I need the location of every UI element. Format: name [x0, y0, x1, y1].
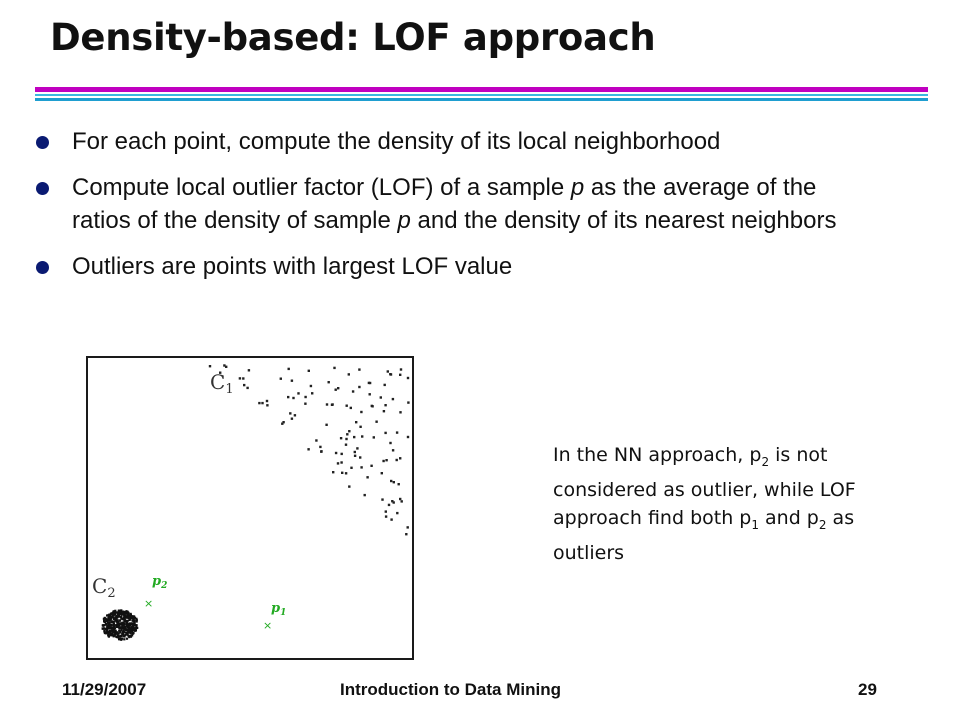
cluster-c2-point	[102, 624, 104, 626]
cluster-c1-point	[353, 436, 355, 438]
bullet-text: Outliers are points with largest LOF value	[72, 253, 513, 280]
cluster-c1-point	[382, 460, 384, 462]
point-p1-label: $p_1$	[271, 601, 287, 618]
cluster-c1-point	[280, 378, 282, 380]
cluster-c1-point	[385, 510, 387, 512]
cluster-c2-point	[104, 632, 106, 634]
cluster-c1-point	[399, 457, 401, 459]
slide-title: Density-based: LOF approach	[50, 16, 656, 59]
cluster-c2-point	[103, 630, 105, 632]
bullet-text: For each point, compute the density of its local neighborhood	[72, 128, 721, 155]
cluster-c2-point	[110, 619, 112, 621]
cluster-c1-point	[359, 456, 361, 458]
cluster-c2-point	[124, 634, 126, 636]
cluster-c1-point	[405, 533, 407, 535]
cluster-c1-point	[360, 411, 362, 413]
cluster-c1-point	[396, 431, 398, 433]
cluster-c1-point	[407, 401, 409, 403]
cluster-c1-point	[304, 403, 306, 405]
cluster-c2-point	[122, 623, 124, 625]
cluster-c2-point	[106, 614, 108, 616]
cluster-c1-point	[311, 392, 313, 394]
cluster-c2-points	[102, 609, 139, 641]
cluster-c1-point	[341, 453, 343, 455]
cluster-c2-point	[130, 636, 132, 638]
bullet-item	[36, 250, 866, 283]
cluster-c1-point	[396, 512, 398, 514]
cluster-c1-point	[354, 451, 356, 453]
cluster-c1-point	[358, 386, 360, 388]
cluster-c1-point	[348, 373, 350, 375]
cluster-c2-point	[110, 632, 112, 634]
cluster-c1-point	[398, 483, 400, 485]
cluster-c2-point	[113, 621, 115, 623]
footer-course-title: Introduction to Data Mining	[340, 680, 561, 699]
cluster-c1-point	[261, 402, 263, 404]
cluster-c2-point	[112, 631, 114, 633]
cluster-c2-point	[107, 626, 109, 628]
cluster-c1-point	[266, 400, 268, 402]
cluster-c1-point	[393, 481, 395, 483]
cluster-c1-point	[291, 418, 293, 420]
cluster-c1-point	[246, 387, 248, 389]
cluster-c2-point	[126, 624, 128, 626]
point-p1-marker-icon: ×	[263, 619, 273, 632]
cluster-c1-point	[248, 369, 250, 371]
cluster-c1-point	[345, 472, 347, 474]
title-divider-lightblue	[35, 94, 928, 96]
cluster-c1-point	[399, 411, 401, 413]
cluster-c2-point	[108, 617, 110, 619]
cluster-c2-point	[103, 618, 105, 620]
cluster-c1-point	[373, 436, 375, 438]
cluster-c1-point	[340, 437, 342, 439]
cluster-c2-point	[133, 620, 135, 622]
cluster-c2-point	[126, 638, 128, 640]
cluster-c1-point	[266, 404, 268, 406]
cluster-c2-point	[110, 621, 112, 623]
cluster-c1-point	[288, 368, 290, 370]
cluster-c1-point	[354, 455, 356, 457]
cluster-c1-point	[326, 403, 328, 405]
bullet-dot-icon	[36, 136, 49, 149]
cluster-c1-point	[297, 392, 299, 394]
cluster-c1-point	[387, 370, 389, 372]
cluster-c1-point	[407, 526, 409, 528]
cluster-c1-point	[315, 439, 317, 441]
cluster-c2-point	[127, 634, 129, 636]
cluster-c1-point	[291, 380, 293, 382]
cluster-c2-point	[131, 617, 133, 619]
cluster-c1-point	[345, 444, 347, 446]
cluster-c1-point	[209, 365, 211, 367]
cluster-c2-point	[112, 614, 114, 616]
cluster-c1-point	[340, 461, 342, 463]
cluster-c1-point	[289, 412, 291, 414]
cluster-c1-point	[364, 494, 366, 496]
annotation-text: In the NN approach, $p_2$ is not considered as outlier, while LOF approach find both $p_1$ and $p_2$ as outliers	[553, 444, 856, 564]
cluster-c1-point	[384, 432, 386, 434]
cluster-c1-point	[369, 382, 371, 384]
cluster-c1-point	[294, 414, 296, 416]
bullet-item	[36, 125, 866, 158]
cluster-c2-point	[126, 628, 128, 630]
cluster-c2-point	[129, 619, 131, 621]
cluster-c1-point	[385, 515, 387, 517]
cluster-c1-point	[320, 450, 322, 452]
title-divider-blue	[35, 98, 928, 101]
cluster-c1-label: $C_1$	[210, 370, 234, 397]
cluster-c2-point	[131, 626, 133, 628]
cluster-c1-points	[209, 364, 410, 535]
cluster-c2-point	[109, 624, 111, 626]
bullet-item	[36, 171, 866, 237]
cluster-c2-point	[121, 635, 123, 637]
cluster-c1-point	[345, 438, 347, 440]
cluster-c1-point	[335, 452, 337, 454]
footer-date: 11/29/2007	[62, 680, 147, 699]
cluster-c1-point	[361, 435, 363, 437]
cluster-c1-point	[310, 385, 312, 387]
cluster-c1-point	[292, 397, 294, 399]
cluster-c2-point	[122, 618, 124, 620]
cluster-c1-point	[381, 472, 383, 474]
bullet-text: Compute local outlier factor (LOF) of a sample p as the average of the ratios of the density of sample p and the density of its nearest neighbors	[72, 174, 837, 234]
cluster-c2-point	[127, 614, 129, 616]
cluster-c1-point	[225, 366, 227, 368]
cluster-c1-point	[371, 405, 373, 407]
cluster-c1-point	[359, 426, 361, 428]
cluster-c1-point	[389, 373, 391, 375]
cluster-c1-point	[287, 396, 289, 398]
cluster-c1-point	[369, 393, 371, 395]
cluster-c1-point	[366, 476, 368, 478]
cluster-c1-point	[380, 396, 382, 398]
cluster-c1-point	[304, 396, 306, 398]
cluster-c1-point	[328, 381, 330, 383]
cluster-c2-point	[132, 632, 134, 634]
cluster-c2-point	[120, 637, 122, 639]
cluster-c1-point	[383, 410, 385, 412]
footer-page-number: 29	[858, 680, 877, 699]
cluster-c1-point	[307, 448, 309, 450]
lof-scatter-figure	[86, 356, 414, 660]
cluster-c1-point	[332, 471, 334, 473]
cluster-c1-point	[390, 518, 392, 520]
cluster-c2-point	[114, 616, 116, 618]
cluster-c1-point	[319, 446, 321, 448]
cluster-c1-point	[348, 485, 350, 487]
cluster-c2-point	[135, 627, 137, 629]
cluster-c2-point	[125, 610, 127, 612]
cluster-c1-point	[400, 368, 402, 370]
scatter-plot	[88, 358, 412, 658]
cluster-c1-point	[341, 472, 343, 474]
cluster-c1-point	[396, 459, 398, 461]
cluster-c1-point	[346, 433, 348, 435]
cluster-c2-point	[120, 610, 122, 612]
cluster-c2-point	[128, 616, 130, 618]
cluster-c2-point	[123, 638, 125, 640]
cluster-c1-point	[389, 442, 391, 444]
cluster-c2-point	[130, 613, 132, 615]
cluster-c2-point	[134, 622, 136, 624]
cluster-c2-point	[114, 611, 116, 613]
title-divider-magenta	[35, 87, 928, 92]
cluster-c2-point	[118, 623, 120, 625]
cluster-c1-point	[375, 421, 377, 423]
cluster-c1-point	[388, 504, 390, 506]
cluster-c2-point	[102, 628, 104, 630]
cluster-c2-point	[123, 614, 125, 616]
cluster-c2-point	[118, 635, 120, 637]
cluster-c2-point	[104, 628, 106, 630]
bullet-dot-icon	[36, 261, 49, 274]
cluster-c1-point	[281, 423, 283, 425]
cluster-c2-point	[127, 612, 129, 614]
cluster-c2-point	[121, 613, 123, 615]
cluster-c2-point	[119, 630, 121, 632]
cluster-c1-point	[337, 462, 339, 464]
cluster-c1-point	[355, 421, 357, 423]
cluster-c2-point	[133, 629, 135, 631]
cluster-c1-point	[392, 449, 394, 451]
cluster-c2-point	[107, 633, 109, 635]
cluster-c1-point	[370, 465, 372, 467]
cluster-c2-point	[108, 619, 110, 621]
cluster-c1-point	[258, 402, 260, 404]
cluster-c1-point	[399, 498, 401, 500]
cluster-c2-point	[108, 631, 110, 633]
cluster-c2-point	[129, 630, 131, 632]
cluster-c2-point	[110, 634, 112, 636]
bullet-dot-icon	[36, 182, 49, 195]
cluster-c1-point	[384, 404, 386, 406]
point-p2-label: $p_2$	[152, 574, 168, 591]
cluster-c1-point	[346, 405, 348, 407]
cluster-c1-point	[381, 498, 383, 500]
cluster-c2-point	[114, 632, 116, 634]
cluster-c1-point	[407, 436, 409, 438]
cluster-c2-label: $C_2$	[92, 574, 116, 601]
cluster-c1-point	[243, 384, 245, 386]
cluster-c1-point	[335, 389, 337, 391]
cluster-c2-point	[113, 623, 115, 625]
cluster-c1-point	[356, 447, 358, 449]
cluster-c1-point	[385, 459, 387, 461]
point-p2-marker-icon: ×	[144, 597, 154, 610]
cluster-c2-point	[103, 620, 105, 622]
cluster-c1-point	[407, 377, 409, 379]
cluster-c2-point	[136, 619, 138, 621]
cluster-c1-point	[331, 403, 333, 405]
cluster-c1-point	[350, 467, 352, 469]
cluster-c1-point	[360, 466, 362, 468]
cluster-c1-point	[333, 367, 335, 369]
cluster-c1-point	[348, 430, 350, 432]
cluster-c1-point	[239, 377, 241, 379]
cluster-c1-point	[392, 398, 394, 400]
cluster-c2-point	[119, 627, 121, 629]
cluster-c1-point	[358, 368, 360, 370]
cluster-c1-point	[352, 390, 354, 392]
cluster-c2-point	[119, 619, 121, 621]
cluster-c2-point	[133, 617, 135, 619]
cluster-c2-point	[108, 614, 110, 616]
cluster-c2-point	[113, 629, 115, 631]
cluster-c1-point	[399, 374, 401, 376]
cluster-c1-point	[325, 424, 327, 426]
cluster-c1-point	[391, 500, 393, 502]
cluster-c1-point	[337, 387, 339, 389]
cluster-c1-point	[242, 377, 244, 379]
cluster-c2-point	[115, 624, 117, 626]
cluster-c2-point	[118, 638, 120, 640]
cluster-c2-point	[131, 622, 133, 624]
bullet-list	[36, 125, 866, 296]
cluster-c1-point	[384, 384, 386, 386]
cluster-c2-point	[126, 620, 128, 622]
cluster-c2-point	[111, 624, 113, 626]
cluster-c1-point	[390, 480, 392, 482]
cluster-c1-point	[401, 500, 403, 502]
cluster-c1-point	[308, 370, 310, 372]
cluster-c1-point	[350, 407, 352, 409]
